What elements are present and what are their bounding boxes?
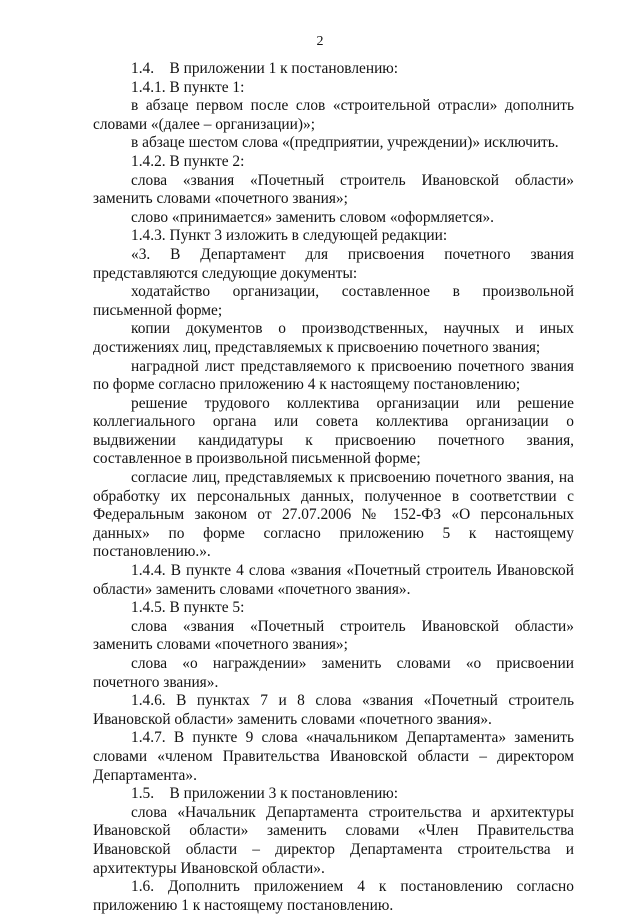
paragraph-1-6: 1.6. Дополнить приложением 4 к постановлению согласно приложению 1 к настоящему постановлению. <box>93 878 574 914</box>
paragraph: согласие лиц, представляемых к присвоению почетного звания, на обработку их персональных данных, полученное в соответствии с Федеральным законом от 27.07.2006 № 152-ФЗ «О персональных данных» по форме согласно приложению 5 к настоящему постановлению.». <box>93 469 574 561</box>
paragraph-1-5: 1.5. В приложении 3 к постановлению: <box>131 785 399 803</box>
paragraph: слова «о награждении» заменить словами «о присвоении почетного звания». <box>93 655 574 691</box>
paragraph-1-4: 1.4. В приложении 1 к постановлению: <box>131 60 399 77</box>
paragraph: ходатайство организации, составленное в произвольной письменной форме; <box>93 283 574 319</box>
paragraph: слово «принимается» заменить словом «оформляется». <box>131 208 495 226</box>
paragraph-1-4-4: 1.4.4. В пункте 4 слова «звания «Почетный строитель Ивановской области» заменить словами «почетного звания». <box>93 562 574 598</box>
paragraph-1-4-5: 1.4.5. В пункте 5: <box>131 599 245 617</box>
paragraph: «3. В Департамент для присвоения почетного звания представляются следующие документы: <box>93 245 574 282</box>
paragraph: слова «звания «Почетный строитель Ивановской области» заменить словами «почетного звания»; <box>93 617 574 654</box>
paragraph-1-4-2: 1.4.2. В пункте 2: <box>131 152 245 170</box>
paragraph: наградной лист представляемого к присвоению почетного звания по форме согласно приложению 4 к настоящему постановлению; <box>93 357 574 394</box>
paragraph: в абзаце первом после слов «строительной отрасли» дополнить словами «(далее – организации)»; <box>93 97 574 133</box>
paragraph: слова «звания «Почетный строитель Ивановской области» заменить словами «почетного звания»; <box>93 171 574 208</box>
paragraph: решение трудового коллектива организации или решение коллегиального органа или совета коллектива организации о выдвижении кандидатуры к присвоению почетного звания, составленное в произвольной письменной форме; <box>93 394 574 468</box>
document-body <box>93 60 574 915</box>
paragraph-1-4-3: 1.4.3. Пункт 3 изложить в следующей редакции: <box>131 227 448 245</box>
paragraph-1-4-1: 1.4.1. В пункте 1: <box>131 78 245 96</box>
paragraph: в абзаце шестом слова «(предприятии, учреждении)» исключить. <box>131 134 559 152</box>
paragraph-1-4-7: 1.4.7. В пункте 9 слова «начальником Департамента» заменить словами «членом Правительства Ивановской области – директором Департамента». <box>93 729 574 784</box>
page-number: 2 <box>316 34 324 49</box>
paragraph: копии документов о производственных, научных и иных достижениях лиц, представляемых к присвоению почетного звания; <box>93 320 574 356</box>
paragraph-1-4-6: 1.4.6. В пунктах 7 и 8 слова «звания «Почетный строитель Ивановской области» заменить словами «почетного звания». <box>93 692 574 728</box>
paragraph: слова «Начальник Департамента строительства и архитектуры Ивановской области» заменить словами «Член Правительства Ивановской области – директор Департамента строительства и архитектуры Ивановской области». <box>93 803 574 877</box>
